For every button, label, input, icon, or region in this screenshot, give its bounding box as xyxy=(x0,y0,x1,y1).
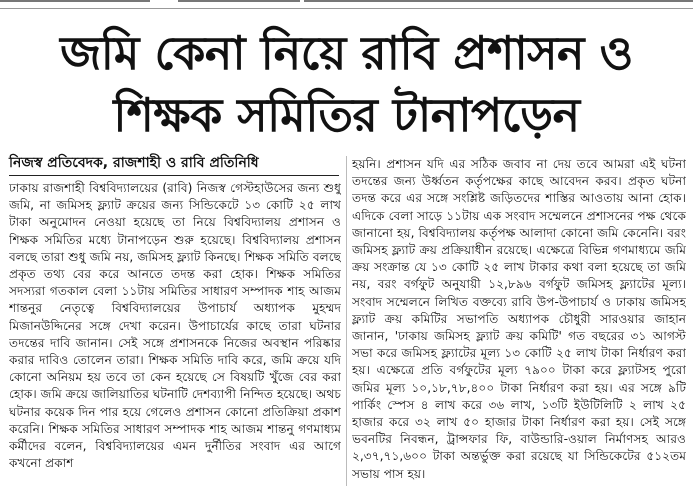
article-column-left xyxy=(9,180,341,486)
column-divider xyxy=(346,156,347,486)
headline-line-2: শিক্ষক সমিতির টানাপড়েন xyxy=(113,88,580,142)
headline-line-1: জমি কেনা নিয়ে রাবি প্রশাসন ও xyxy=(60,26,633,80)
article-paragraph-left: ঢাকায় রাজশাহী বিশ্ববিদ্যালয়ের (রাবি) নিজস্ব গেস্টহাউসের জন্য শুধু জমি, না জমিসহ ফ্ল্যাট ক্রয়ের জন্য সিন্ডিকেটে ১৩ কোটি ২৫ লাখ টাকা অনুমোদন নেওয়া হয়েছে তা নিয়ে বিশ্ববিদ্যালয় প্রশাসন ও শিক্ষক সমিতির মধ্যে টানাপড়েন শুরু হয়েছে। বিশ্ববিদ্যালয় প্রশাসন বলছে তারা শুধু জমি নয়, জমিসহ ফ্ল্যাট কিনছে। শিক্ষক সমিতি বলছে প্রকৃত তথ্য বের করে আনতে তদন্ত করা হোক। শিক্ষক সমিতির সদস্যরা গতকাল বেলা ১১টায় সমিতির সাধারণ সম্পাদক শাহ আজম শান্তনুর নেতৃত্বে বিশ্ববিদ্যালয়ের উপাচার্য অধ্যাপক মুহম্মদ মিজানউদ্দিনের সঙ্গে দেখা করেন। উপাচার্যের কাছে তারা ঘটনার তদন্তের দাবি জানান। সেই সঙ্গে প্রশাসনকে নিজের অবস্থান পরিষ্কার করার দাবিও তোলেন তারা। শিক্ষক সমিতি দাবি করে, জমি ক্রয়ে যদি কোনো অনিয়ম হয় তবে তা কেন হয়েছে সে বিষয়টি খুঁজে বের করা হোক। জমি ক্রয়ে জালিয়াতির ঘটনাটি দেশব্যাপী নিন্দিত হয়েছে। অথচ ঘটনার কয়েক দিন পার হয়ে গেলেও প্রশাসন কোনো প্রতিক্রিয়া প্রকাশ করেনি। শিক্ষক সমিতির সাধারণ সম্পাদক শাহ আজম শান্তনু গণমাধ্যম কর্মীদের বলেন, বিশ্ববিদ্যালয়ের এমন দুর্নীতির সংবাদ এর আগে কখনো প্রকাশ xyxy=(9,181,341,471)
article-column-right xyxy=(352,156,686,486)
top-rule-gap xyxy=(150,0,178,8)
article-paragraph-right: হয়নি। প্রশাসন যদি এর সঠিক জবাব না দেয় তবে আমরা এই ঘটনা তদন্তের জন্য উর্ধ্বতন কর্তৃপক্ষের কাছে আবেদন করব। প্রকৃত ঘটনা তদন্ত করে এর সঙ্গে সংশ্লিষ্ট জড়িতদের শাস্তির আওতায় আনা হোক। এদিকে বেলা সাড়ে ১১টায় এক সংবাদ সম্মেলনে প্রশাসনের পক্ষ থেকে জানানো হয়, বিশ্ববিদ্যালয় কর্তৃপক্ষ আলাদা কোনো জমি কেনেনি। বরং জমিসহ ফ্ল্যাট ক্রয় প্রক্রিয়াধীন রয়েছে। এক্ষেত্রে বিভিন্ন গণমাধ্যমে জমি ক্রয় সংক্রান্ত যে ১৩ কোটি ২৫ লাখ টাকার কথা বলা হয়েছে তা জমি নয়, বরং বর্গফুট অনুযায়ী ১২,৮৯৬ বর্গফুট জমিসহ ফ্ল্যাটের মূল্য। সংবাদ সম্মেলনে লিখিত বক্তব্যে রাবি উপ-উপাচার্য ও ঢাকায় জমিসহ ফ্ল্যাট ক্রয় কমিটির সভাপতি অধ্যাপক চৌধুরী সারওয়ার জাহান জানান, 'ঢাকায় জমিসহ ফ্ল্যাট ক্রয় কমিটি' গত বছরের ৩১ আগস্ট সভা করে জমিসহ ফ্ল্যাটের মূল্য ১৩ কোটি ২৫ লাখ টাকা নির্ধারণ করা হয়। এক্ষেত্রে প্রতি বর্গফুটের মূল্য ৭৯০০ টাকা করে ফ্ল্যাটসহ পুরো জমির মূল্য ১০,১৮,৭৮,৪০০ টাকা নির্ধারণ করা হয়। এর সঙ্গে ৯টি পার্কিং স্পেস ৪ লাখ করে ৩৬ লাখ, ১৩টি ইউটিলিটি ২ লাখ ২৫ হাজার করে ৩২ লাখ ৫০ হাজার টাকা নির্ধারণ করা হয়। সেই সঙ্গে ভবনটির নিবন্ধন, ট্রান্সফার ফি, বাউন্ডারি-ওয়াল নির্মাণসহ আরও ২,৩৭,৭১,৬০০ টাকা অন্তর্ভুক্ত করা রয়েছে যা সিন্ডিকেটের ৫১২তম সভায় পাস হয়। xyxy=(352,157,686,481)
top-rule-gap-2 xyxy=(300,0,304,8)
top-rule xyxy=(0,0,693,9)
byline: নিজস্ব প্রতিবেদক, রাজশাহী ও রাবি প্রতিনিধি xyxy=(9,154,339,176)
headline xyxy=(0,22,693,146)
